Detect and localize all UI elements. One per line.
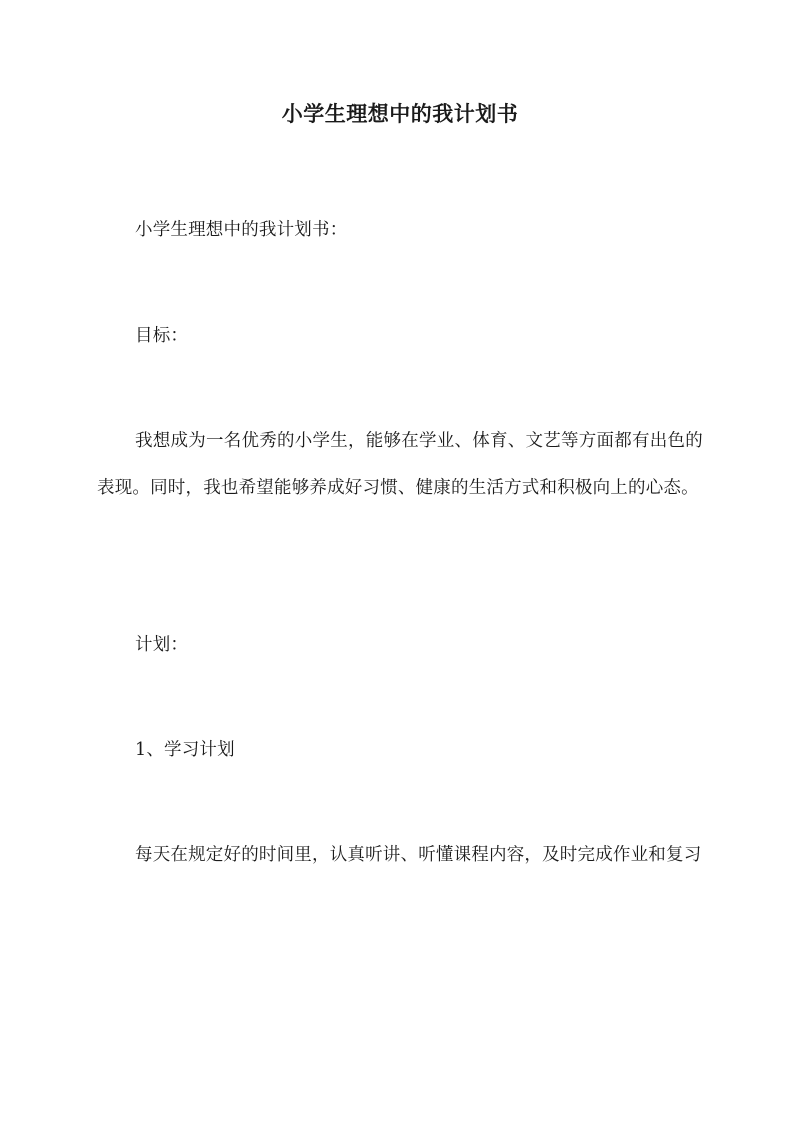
- study-plan-paragraph: 每天在规定好的时间里，认真听讲、听懂课程内容，及时完成作业和复习: [135, 845, 702, 865]
- study-plan-heading: 1、学习计划: [135, 740, 235, 760]
- document-title: 小学生理想中的我计划书: [281, 101, 519, 126]
- goal-paragraph: 我想成为一名优秀的小学生，能够在学业、体育、文艺等方面都有出色的表现。同时，我也希望能够养成好习惯、健康的生活方式和积极向上的心态。: [97, 431, 703, 498]
- plan-heading: 计划：: [135, 635, 189, 655]
- intro-paragraph: 小学生理想中的我计划书：: [135, 220, 348, 240]
- goal-heading: 目标：: [135, 326, 189, 346]
